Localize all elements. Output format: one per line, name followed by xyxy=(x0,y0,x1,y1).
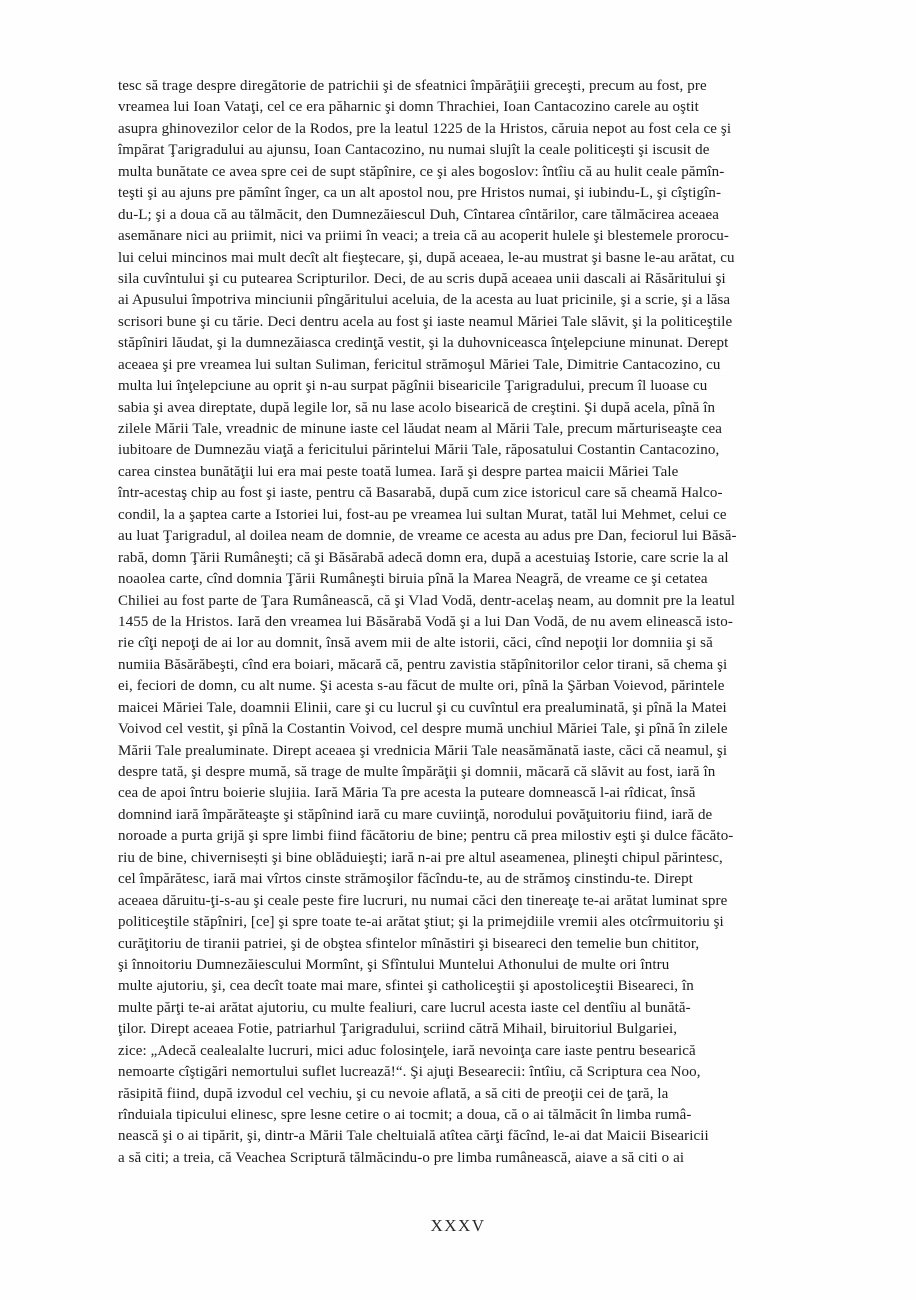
text-line: ţilor. Dirept aceaea Fotie, patriarhul Ţarigradului, scriind cătră Mihail, biruitoriul Bulgariei, xyxy=(118,1021,678,1038)
text-line: riu de bine, chivernisești şi bine oblăduieşti; iară n-ai pre altul aseamenea, plineşti chipul părintesc, xyxy=(118,849,723,866)
text-line: politiceştile stăpîniri, [ce] şi spre toate te-ai arătat ştiut; şi la primejdiile vremii ales otcîrmuitoriu şi xyxy=(118,914,724,931)
text-line: rabă, domn Ţării Rumâneşti; că şi Băsărabă adecă domn era, după a acestuiaş Istorie, care scrie la al xyxy=(118,549,729,566)
text-line: a să citi; a treia, că Veachea Scriptură tălmăcindu-o pre limba rumânească, aiave a să citi o ai xyxy=(118,1149,685,1166)
text-line: noaolea carte, cînd domnia Ţării Rumâneşti biruia pînă la Marea Neagră, de vreame ce şi cetatea xyxy=(118,571,708,588)
text-line: stăpîniri lăudat, şi la dumnezăiasca credinţă vestit, şi la duhovniceasca înţelepciune minunat. Derept xyxy=(118,335,729,352)
text-line: împărat Ţarigradului au ajunsu, Ioan Cantacozino, nu numai slujît la ceale politiceşti şi iscusit de xyxy=(118,142,710,159)
text-line: ei, feciori de domn, cu alt nume. Şi acesta s-au făcut de multe ori, pînă la Şărban Voievod, părintele xyxy=(118,678,725,695)
text-line: răsipită fiind, după izvodul cel vechiu, şi cu nevoie aflată, a să citi de preoţii cei de ţară, la xyxy=(118,1085,669,1102)
body-text xyxy=(118,76,799,1169)
text-line: condil, la a şaptea carte a Istoriei lui, fost-au pe vreamea lui sultan Murat, tatăl lui Mehmet, celui ce xyxy=(118,506,727,523)
text-line: multe părţi te-ai arătat ajutoriu, cu multe fealiuri, care lucrul acesta iaste cel dentîiu al bunătă- xyxy=(118,999,691,1016)
text-line: ai Apusului împotriva minciunii pîngăritului aceluia, de la acesta au luat pricinile, şi a scrie, şi a lăsa xyxy=(118,292,731,309)
text-line: sabia şi avea direptate, după legile lor, să nu lase acolo bisearică de creştini. Şi după acela, pînă în xyxy=(118,399,716,416)
text-line: aceaea dăruitu-ţi-s-au şi ceale peste fire lucruri, nu numai căci den tinereaţe te-ai arătat luminat spre xyxy=(118,892,728,909)
text-line: asupra ghinovezilor celor de la Rodos, pre la leatul 1225 de la Hristos, căruia nepot au fost cela ce şi xyxy=(118,120,732,137)
text-line: rie cîţi nepoţi de ai lor au domnit, însă avem mii de alte istorii, căci, cînd nepoţii lor domniia şi să xyxy=(118,635,713,652)
text-line: teşti şi au ajuns pre pămînt înger, ca un alt apostol nou, pre Hristos numai, şi iubindu-L, şi cîştigîn- xyxy=(118,185,722,202)
text-line: asemănare nici au priimit, nici va priimi în veaci; a treia că au acoperit hulele şi blestemele prorocu- xyxy=(118,228,729,245)
text-line: 1455 de la Hristos. Iară den vreamea lui Băsărabă Vodă şi a lui Dan Vodă, de nu avem elinească isto- xyxy=(118,613,733,630)
text-line: multa bunătate ce avea spre cei de supt stăpînire, ce şi ales bogoslov: întîiu că au hulit ceale pămîn- xyxy=(118,163,725,180)
text-line: Voivod cel vestit, şi pînă la Costantin Voivod, cel despre mumă unchiul Măriei Tale, şi pînă în zilele xyxy=(118,721,728,738)
text-line: carea cinstea bunătăţii lui era mai peste toată lumea. Iară şi despre partea maicii Măriei Tale xyxy=(118,463,679,480)
text-line: şi înnoitoriu Dumnezăiescului Mormînt, şi Sfîntului Muntelui Athonului de multe ori întru xyxy=(118,956,670,973)
text-line: vreamea lui Ioan Vataţi, cel ce era păharnic şi domn Thrachiei, Ioan Cantacozino carele au oştit xyxy=(118,99,699,116)
text-line: Chiliei au fost parte de Ţara Rumânească, că şi Vlad Vodă, dentr-acelaş neam, au domnit pre la leatul xyxy=(118,592,736,609)
text-line: aceaea şi pre vreamea lui sultan Suliman, fericitul strămoşul Măriei Tale, Dimitrie Cantacozino, cu xyxy=(118,356,721,373)
text-line: sila cuvîntului şi cu putearea Scripturilor. Deci, de au scris după aceaea unii dascali ai Răsăritului şi xyxy=(118,270,726,287)
text-line: multe ajutoriu, şi, cea decît toate mai mare, sfintei şi catholiceştii şi apostoliceştii Biseareci, în xyxy=(118,978,694,995)
text-line: scrisori bune şi cu tărie. Deci dentru acela au fost şi iaste neamul Măriei Tale slăvit, şi la politiceştile xyxy=(118,313,733,330)
text-line: iubitoare de Dumnezău viaţă a fericitului părintelui Mării Tale, răposatului Costantin Cantacozino, xyxy=(118,442,720,459)
text-line: nească şi o ai tipărit, şi, dintr-a Mării Tale cheltuială atîtea cărţi făcînd, le-ai dat Maicii Bisearicii xyxy=(118,1128,709,1145)
text-line: lui celui mincinos mai mult decît alt fieştecare, şi, după aceaea, le-au mustrat şi basne le-au arătat, cu xyxy=(118,249,735,266)
text-line: au luat Ţarigradul, al doilea neam de domnie, de vreame ce acesta au adus pre Dan, feciorul lui Băsă- xyxy=(118,528,737,545)
text-line: zilele Mării Tale, vreadnic de minune iaste cel lăudat neam al Mării Tale, precum mărturiseaşte cea xyxy=(118,421,723,437)
text-line: cea de apoi întru boierie slujiia. Iară Măria Ta pre acesta la puteare domnească l-ai rîdicat, însă xyxy=(118,785,696,802)
text-line: cel împărătesc, iară mai vîrtos cinste strămoşilor făcîndu-te, au de strămoş cinstindu-te. Dirept xyxy=(118,871,693,888)
text-line: maicei Măriei Tale, doamnii Elinii, care şi cu lucrul şi cu cuvîntul era prealuminată, şi pînă la Matei xyxy=(118,699,727,716)
text-line: multa lui înţelepciune au oprit şi n-au surpat păgînii bisearicile Ţarigradului, precum îl luoase cu xyxy=(118,378,708,395)
text-line: rînduiala tipicului elinesc, spre lesne cetire o ai tocmit; a doua, că o ai tălmăcit în limba rumâ- xyxy=(118,1107,692,1123)
text-line: noroade a purta grijă şi spre limbi fiind făcătoriu de bine; pentru că prea milostiv eşti şi dulce făcăto- xyxy=(118,828,734,845)
text-line: despre tată, şi despre mumă, să trage de multe împărăţii şi domnii, măcară că slăvit au fost, iară în xyxy=(118,764,716,780)
text-line: numiia Băsărăbeşti, cînd era boiari, măcară că, pentru zavistia stăpînitorilor celor tirani, să chema şi xyxy=(118,656,728,673)
text-line: du-L; şi a doua că au tălmăcit, den Dumnezăiescul Duh, Cîntarea cîntărilor, care tălmăcirea aceaea xyxy=(118,206,719,223)
text-line: într-acestaş chip au fost şi iaste, pentru că Basarabă, după cum zice istoricul care să cheamă Halco- xyxy=(118,485,723,502)
text-line: nemoarte cîştigări nemortului suflet lucrează!“. Şi ajuţi Besearecii: întîiu, că Scriptura cea Noo, xyxy=(118,1064,701,1081)
text-line: Mării Tale prealuminate. Dirept aceaea şi vrednicia Mării Tale neasămănată iaste, căci că neamul, şi xyxy=(118,742,728,759)
text-line: domnind iară împărăteaşte şi stăpînind iară cu mare cuviinţă, norodului povăţuitoriu fiind, iară de xyxy=(118,806,713,823)
page-number: XXXV xyxy=(430,1216,486,1235)
text-line: zice: „Adecă cealealalte lucruri, mici aduc folosinţele, iară nevoinţa care iaste pentru besearică xyxy=(118,1042,696,1059)
text-line: tesc să trage despre diregătorie de patrichii şi de sfeatnici împărăţiii greceşti, precum au fost, pre xyxy=(118,78,707,94)
text-line: curăţitoriu de tiranii patriei, şi de obştea sfintelor mînăstiri şi biseareci den temelie bun chititor, xyxy=(118,935,700,952)
